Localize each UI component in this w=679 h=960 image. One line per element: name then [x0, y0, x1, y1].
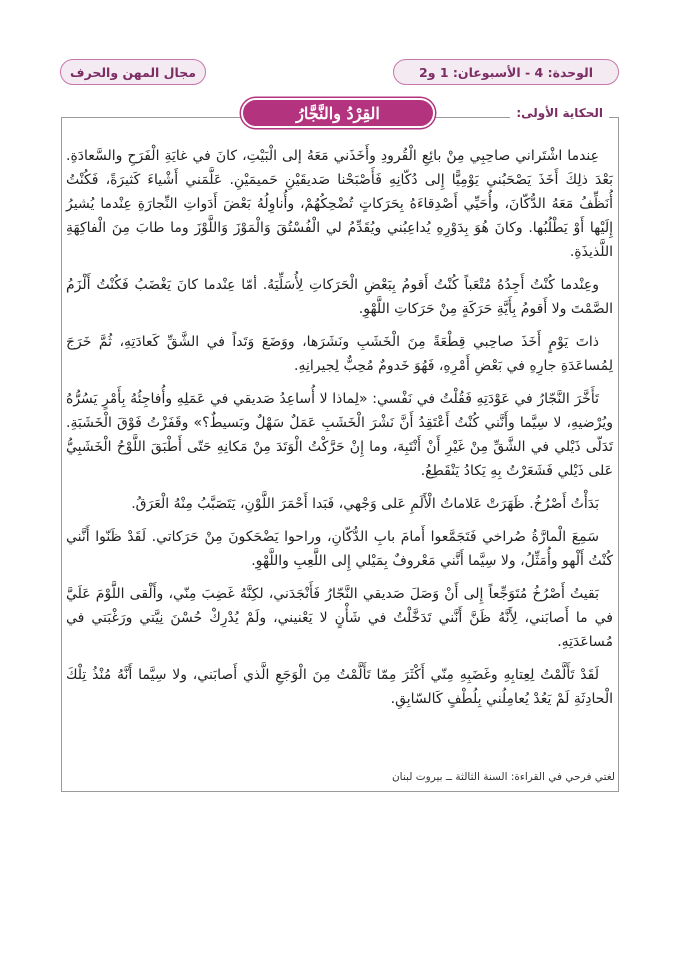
- domain-label: [60, 59, 206, 85]
- paragraph-5: بَدَأْتُ أَصْرُخُ. ظَهَرَتْ عَلاماتُ الْأَلَمِ عَلى وَجْهي، فَبَدا أَحْمَرَ اللَّوْنِ، يَتَصَبَّبُ مِنْهُ الْعَرَقُ.: [131, 496, 599, 512]
- paragraph-2: وعِنْدما كُنْتُ أَجِدُهُ مُتْعَباً كُنْتُ أَقومُ بِبَعْضِ الْحَرَكاتِ لِأُسَلِّيَهُ. أمّا عِنْدما كانَ يَغْضَبُ فَكُنْتُ أَلْزَمُ الصَّمْتَ ولا أَقومُ بِأَيَّةِ حَرَكَةٍ مِنْ حَرَكاتِ اللَّهْوِ.: [66, 277, 613, 317]
- story-body: [66, 144, 613, 720]
- story-title: [241, 98, 435, 128]
- unit-week-text: الوحدة: 4 - الأسبوعان: 1 و2: [419, 64, 593, 80]
- domain-text: مجال المهن والحرف: [70, 64, 196, 80]
- paragraph-6: سَمِعَ الْمارَّةُ صُراخي فَتَجَمَّعوا أَمامَ بابِ الدُّكّانِ، وراحوا يَضْحَكونَ مِنْ حَرَكاتي. لَقَدْ ظَنّوا أَنَّني كُنْتُ أَلْهو وأُمَثِّلُ، ولا سِيَّما أَنَّني مَعْروفٌ بِمَيْلي إِلى اللَّعِبِ واللَّهْوِ.: [66, 529, 613, 569]
- story-title-text: القِرْدُ والنَّجَّارُ: [296, 103, 380, 123]
- paragraph-1: عِندما اشْتَراني صاحِبِي مِنْ بائِعِ الْقُرودِ وأَخَذَني مَعَهُ إلى الْبَيْتِ، كانَ في غايَةِ الْفَرَحِ والسَّعادَةِ. بَعْدَ ذلِكَ أَخَذَ يَصْحَبُني يَوْمِيًّا إِلى دُكّانِهِ فَأَصْبَحْنا صَديقَيْنِ حَميمَيْنِ. عَلَّمَني أَشْياءَ كَثيرَةً، فَكُنْتُ أُنَظِّفُ مَعَهُ الدُّكّانَ، وأُحَيِّي أَصْدِقاءَهُ بِحَرَكاتٍ تُضْحِكُهُمْ، وأُناوِلُهُ بَعْضَ أَدَواتِ النِّجارَةِ عِنْدما يُشيرُ إِلَيْها أَوْ يَطْلُبُها. وكانَ هُوَ بِدَوْرِهِ يُداعِبُني ويُقَدِّمُ لي الْفُسْتُقَ وَالْمَوْزَ وَاللَّوْزَ وما طابَ مِنَ الْفاكِهَةِ اللَّذيذَةِ.: [66, 148, 613, 260]
- source-citation: لغتي فرحي في القراءة: السنة الثالثة ــ بيروت لبنان: [391, 771, 615, 783]
- paragraph-8: لَقَدْ تَأَلَّمْتُ لِعِتابِهِ وغَضَبِهِ مِنّي أَكْثَرَ مِمّا تَأَلَّمْتُ مِنَ الْوَجَعِ الَّذي أَصابَني، ولا سِيَّما أَنَّهُ مُنْذُ تِلْكَ الْحادِثَةِ لَمْ يَعُدْ يُعامِلُني بِلُطْفٍ كَالسّابِقِ.: [66, 667, 613, 707]
- paragraph-3: ذاتَ يَوْمٍ أَخَذَ صاحِبي قِطْعَةً مِنَ الْخَشَبِ ونَشَرَها، ووَضَعَ وَتَداً في الشَّقِّ كَعادَتِهِ، ثُمَّ خَرَجَ لِمُساعَدَةِ جارِهِ في بَعْضِ أَمْرِهِ، فَهُوَ خَدومٌ مُحِبٌّ لِجيرانِهِ.: [66, 334, 613, 374]
- story-label: الحكاية الأولى:: [510, 106, 609, 120]
- paragraph-7: بَقيتُ أَصْرُخُ مُتَوَجِّعاً إِلى أَنْ وَصَلَ صَديقي النَّجّارُ فَأَنْجَدَني، لكِنَّهُ غَضِبَ مِنّي، وأَلْقى اللَّوْمَ عَلَيَّ في ما أَصابَني، لِأَنَّهُ ظَنَّ أَنَّني تَدَخَّلْتُ في شَأْنٍ لا يَعْنيني، ولَمْ يُدْرِكْ حُسْنَ نِيَّتي ورَغْبَتي في مُساعَدَتِهِ.: [66, 586, 613, 650]
- unit-week-label: [393, 59, 619, 85]
- paragraph-4: تَأَخَّرَ النَّجّارُ في عَوْدَتِهِ فَقُلْتُ في نَفْسي: «لِماذا لا أُساعِدُ صَديقي في عَمَلِهِ وأُفاجِئُهُ بِأَمْرٍ يَسُرُّهُ ويُرْضيهِ، لا سِيَّما وأَنَّني كُنْتُ أَعْتَقِدُ أَنَّ نَشْرَ الْخَشَبِ عَمَلٌ سَهْلٌ وبَسيطٌ؟» وقَفَزْتُ فَوْقَ الْخَشَبَةِ. تَدَلّى ذَيْلي في الشَّقِّ مِنْ غَيْرِ أَنْ أَنْتَبِهَ، وما إِنْ حَرَّكْتُ الْوَتَدَ مِنْ مَكانِهِ حَتّى أَطْبَقَ اللَّوْحُ الْخَشَبِيُّ عَلى ذَيْلي فَشَعَرْتُ بِهِ يَكادُ يَنْقَطِعُ.: [66, 391, 613, 479]
